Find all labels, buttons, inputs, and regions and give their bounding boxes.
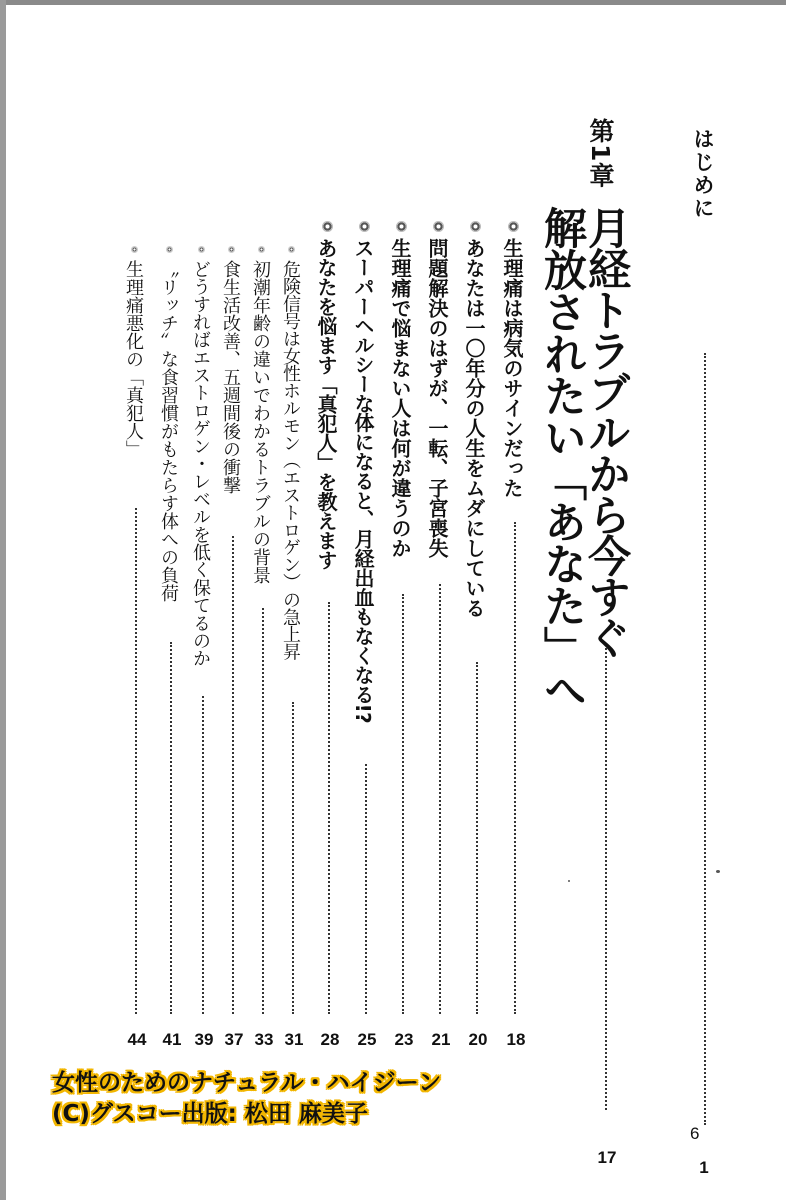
toc-page-number: 41 <box>162 1030 182 1049</box>
dot-leader <box>605 648 607 1110</box>
dot-leader <box>402 594 404 1014</box>
toc-entry-title: 生理痛は病気のサインだった <box>500 238 524 498</box>
dot-leader <box>262 608 264 1014</box>
bullet-icon <box>396 221 407 232</box>
toc-entry-title: 問題解決のはずが、一転、子宮喪失 <box>425 238 449 558</box>
toc-entry-title: 生理痛で悩まない人は何が違うのか <box>388 238 412 558</box>
toc-entry-title: 危険信号は女性ホルモン（エストロゲン）の急上昇 <box>280 260 301 661</box>
dot-leader <box>292 702 294 1014</box>
dot-leader <box>328 602 330 1014</box>
toc-entry-title: あなたは一〇年分の人生をムダにしている <box>462 238 486 618</box>
toc-page-number: 33 <box>254 1030 274 1049</box>
dot-leader <box>439 584 441 1014</box>
bullet-icon <box>433 221 444 232</box>
toc-page-number: 25 <box>357 1030 377 1049</box>
toc-entry-intro[interactable] <box>691 128 716 1177</box>
toc-subsection-4[interactable] <box>191 246 213 1048</box>
dot-leader <box>170 642 172 1014</box>
toc-page-number: 20 <box>468 1030 488 1049</box>
toc-subsection-3[interactable] <box>221 246 243 1048</box>
dot-leader <box>202 696 204 1014</box>
bullet-icon <box>228 246 235 253</box>
copyright-watermark-line-2: (C)グスコー出版: 松田 麻美子 <box>52 1101 368 1127</box>
toc-section-2[interactable] <box>464 222 488 1048</box>
toc-page-number: 18 <box>506 1030 526 1049</box>
toc-page-number: 44 <box>127 1030 147 1049</box>
toc-page-number: 21 <box>431 1030 451 1049</box>
print-speck <box>568 880 570 882</box>
dot-leader <box>514 522 516 1014</box>
toc-subsection-2[interactable] <box>251 246 273 1048</box>
dot-leader <box>476 662 478 1014</box>
toc-subsection-5[interactable] <box>159 246 181 1048</box>
toc-subsection-1[interactable] <box>281 246 303 1048</box>
toc-page-number: 37 <box>224 1030 244 1049</box>
toc-entry-title: 食生活改善、五週間後の衝撃 <box>220 260 241 494</box>
toc-entry-title: スーパーヘルシーな体になると、月経出血もなくなる!? <box>351 238 375 724</box>
toc-entry-title: 〝リッチ〟な食習慣がもたらす体への負荷 <box>158 260 179 602</box>
toc-page-number: 1 <box>699 1158 709 1177</box>
chapter-title-line-1: 月経トラブルから今すぐ <box>581 206 631 657</box>
chapter-label: 第1章 <box>586 118 615 189</box>
copyright-watermark-line-1: 女性のためのナチュラル・ハイジーン <box>52 1070 442 1096</box>
bullet-icon <box>258 246 265 253</box>
toc-subsection-6[interactable] <box>124 246 146 1048</box>
toc-page-number: 28 <box>320 1030 340 1049</box>
bullet-icon <box>288 246 295 253</box>
bullet-icon <box>359 221 370 232</box>
toc-page-number: 17 <box>597 1148 617 1167</box>
toc-entry-title: どうすればエストロゲン・レベルを低く保てるのか <box>190 260 211 668</box>
toc-section-3[interactable] <box>427 222 451 1048</box>
toc-section-1[interactable] <box>502 222 526 1048</box>
dot-leader <box>232 536 234 1014</box>
dot-leader <box>365 764 367 1014</box>
toc-page-number: 23 <box>394 1030 414 1049</box>
toc-entry-title: はじめに <box>691 128 715 220</box>
chapter-title-line-2: 解放されたい「あなた」へ <box>537 206 587 710</box>
toc-section-6[interactable] <box>316 222 340 1048</box>
toc-section-5[interactable] <box>353 222 377 1048</box>
dot-leader <box>704 353 706 1125</box>
toc-entry-title: 生理痛悪化の「真犯人」 <box>123 260 144 458</box>
bullet-icon <box>508 221 519 232</box>
toc-page-number: 31 <box>284 1030 304 1049</box>
toc-section-4[interactable] <box>390 222 414 1048</box>
bullet-icon <box>131 246 138 253</box>
bullet-icon <box>166 246 173 253</box>
toc-chapter-1[interactable] <box>537 118 650 1167</box>
toc-entry-title: 初潮年齢の違いでわかるトラブルの背景 <box>250 260 271 584</box>
toc-entry-title: あなたを悩ます「真犯人」を教えます <box>314 238 338 570</box>
bullet-icon <box>470 221 481 232</box>
bullet-icon <box>198 246 205 253</box>
toc-page-number: 39 <box>194 1030 214 1049</box>
page-number: 6 <box>690 1124 700 1143</box>
bullet-icon <box>322 221 333 232</box>
dot-leader <box>135 508 137 1014</box>
print-speck <box>716 870 720 873</box>
